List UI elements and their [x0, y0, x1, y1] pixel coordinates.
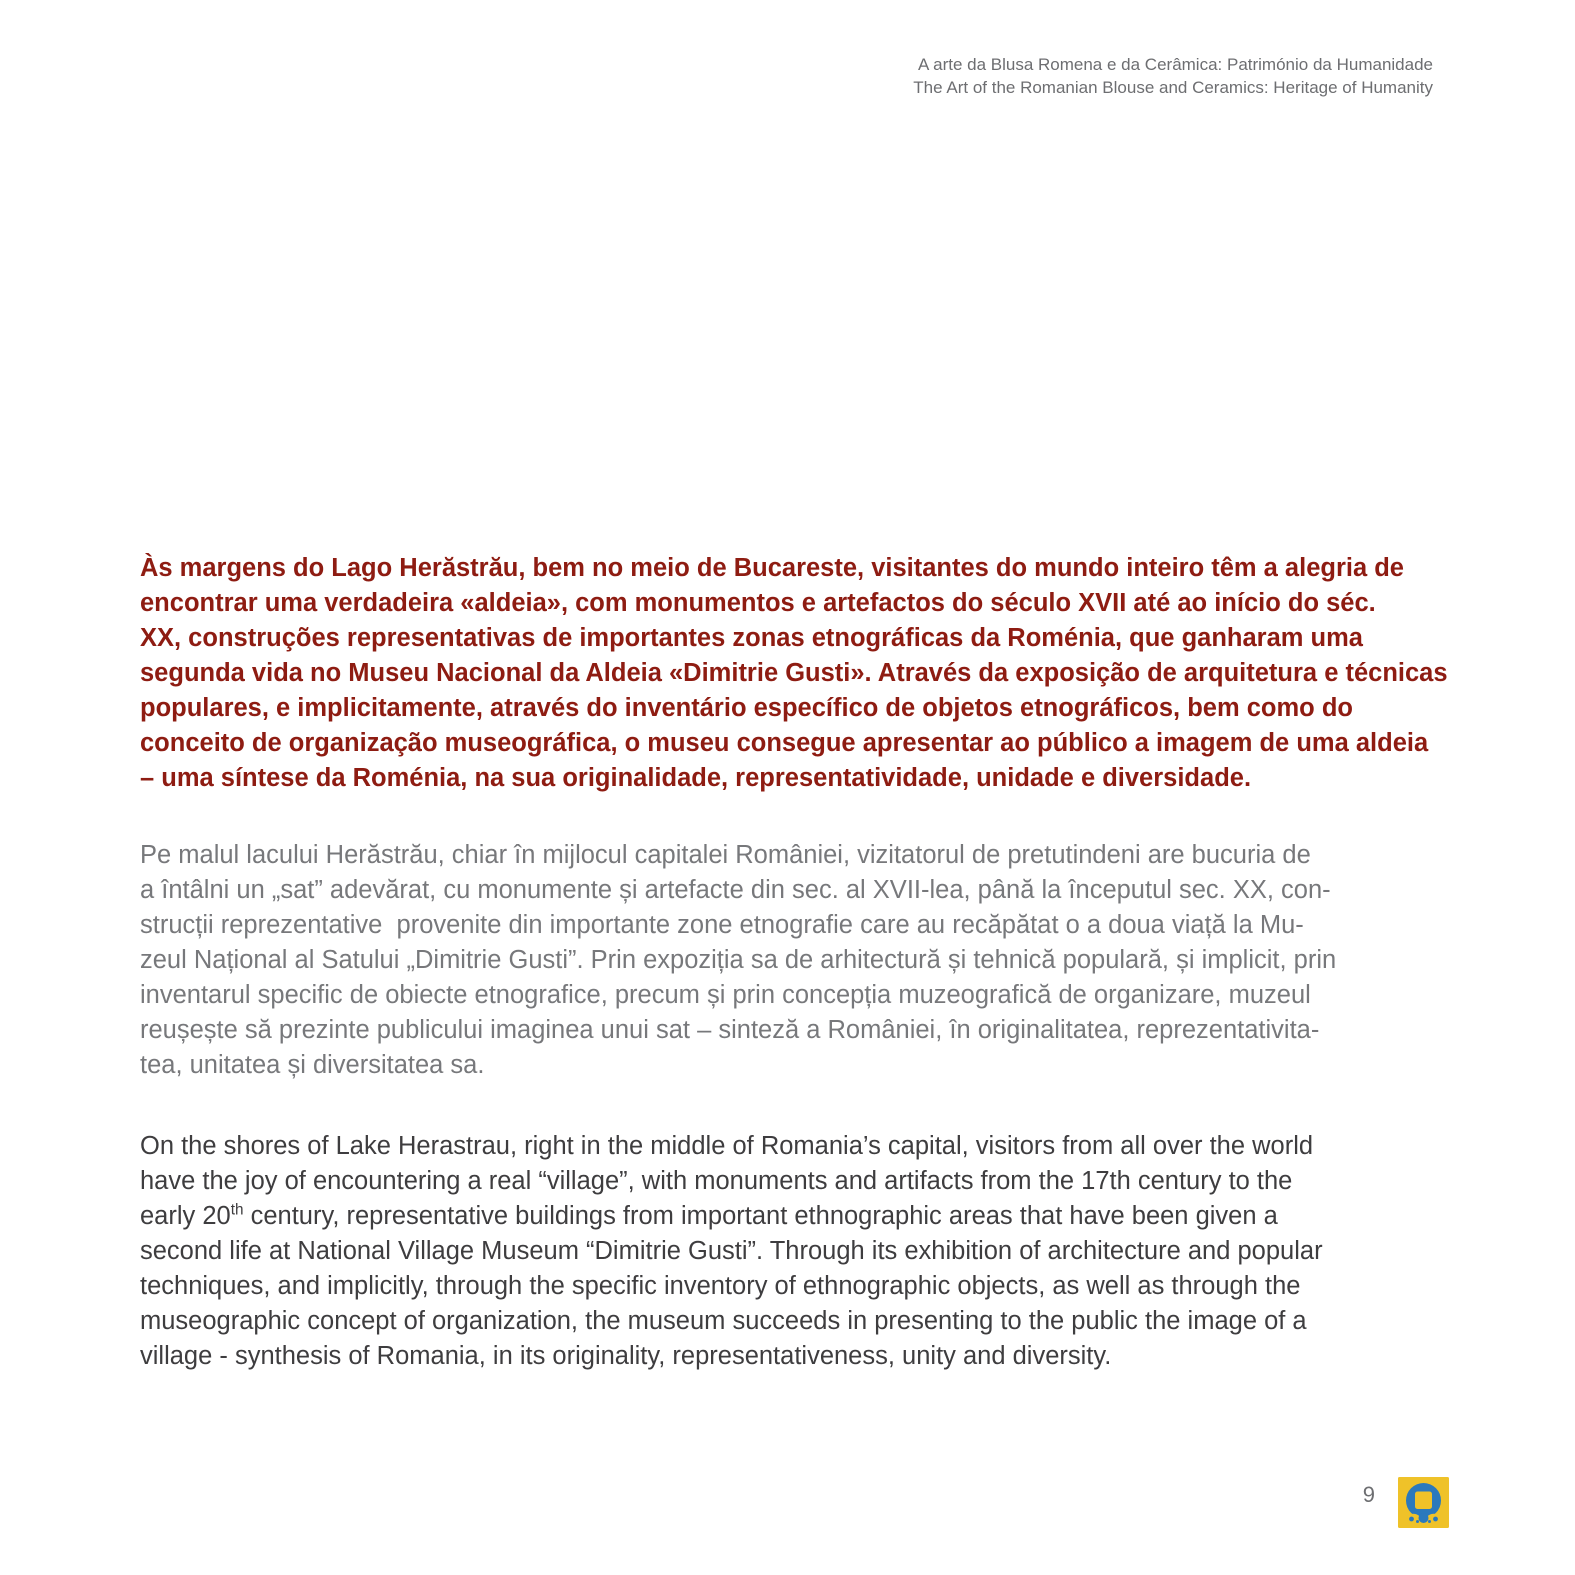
paragraph-portuguese [140, 551, 1448, 796]
superscript-ordinal: th [230, 1201, 244, 1219]
line-text-post: century, representative buildings from important ethnographic areas that have been given a [243, 1202, 1278, 1230]
paragraph-line: On the shores of Lake Herastrau, right in the middle of Romania’s capital, visitors from all over the world [140, 1132, 1314, 1160]
paragraph-line: Às margens do Lago Herăstrău, bem no meio de Bucareste, visitantes do mundo inteiro têm a alegria de [140, 554, 1404, 582]
paragraph-line: Pe malul lacului Herăstrău, chiar în mijlocul capitalei României, vizitatorul de pretutindeni are bucuria de [140, 841, 1311, 869]
paragraph-line: have the joy of encountering a real “village”, with monuments and artifacts from the 17th century to the [140, 1167, 1293, 1195]
page-header [913, 53, 1433, 99]
paragraph-line: museographic concept of organization, the museum succeeds in presenting to the public the image of a [140, 1307, 1307, 1335]
paragraph-romanian [140, 838, 1336, 1083]
paragraph-english [140, 1129, 1323, 1374]
paragraph-line: populares, e implicitamente, através do inventário específico de objetos etnográficos, bem como do [140, 694, 1353, 722]
village-museum-logo-icon [1398, 1477, 1449, 1528]
paragraph-line: conceito de organização museográfica, o museu consegue apresentar ao público a imagem de uma aldeia [140, 729, 1429, 757]
paragraph-line: a întâlni un „sat” adevărat, cu monumente și artefacte din sec. al XVII-lea, până la începutul sec. XX, con- [140, 876, 1331, 904]
paragraph-line: reușește să prezinte publicului imaginea unui sat – sinteză a României, în originalitatea, reprezentativita- [140, 1016, 1320, 1044]
paragraph-line: inventarul specific de obiecte etnografice, precum și prin concepția muzeografică de organizare, muzeul [140, 981, 1311, 1009]
paragraph-line: XX, construções representativas de importantes zonas etnográficas da Roménia, que ganharam uma [140, 624, 1363, 652]
line-text-pre: early 20 [140, 1202, 231, 1230]
paragraph-line: zeul Național al Satului „Dimitrie Gusti”. Prin expoziția sa de arhitectură și tehnică populară, și implicit, prin [140, 946, 1337, 974]
header-title-portuguese: A arte da Blusa Romena e da Cerâmica: Património da Humanidade [917, 55, 1433, 74]
paragraph-line: encontrar uma verdadeira «aldeia», com monumentos e artefactos do século XVII até ao início do séc. [140, 589, 1376, 617]
paragraph-line: second life at National Village Museum “Dimitrie Gusti”. Through its exhibition of architecture and popular [140, 1237, 1323, 1265]
header-title-english: The Art of the Romanian Blouse and Ceramics: Heritage of Humanity [913, 78, 1433, 97]
paragraph-line: – uma síntese da Roménia, na sua originalidade, representatividade, unidade e diversidade. [140, 764, 1252, 792]
paragraph-line: techniques, and implicitly, through the specific inventory of ethnographic objects, as well as through the [140, 1272, 1301, 1300]
paragraph-line [140, 1199, 1323, 1234]
paragraph-line: village - synthesis of Romania, in its originality, representativeness, unity and diversity. [140, 1342, 1112, 1370]
paragraph-line: strucții reprezentative provenite din importante zone etnografie care au recăpătat o a doua viață la Mu- [140, 911, 1304, 939]
paragraph-line: tea, unitatea și diversitatea sa. [140, 1051, 485, 1079]
paragraph-line: segunda vida no Museu Nacional da Aldeia «Dimitrie Gusti». Através da exposição de arquitetura e técnicas [140, 659, 1448, 687]
page-number: 9 [1362, 1482, 1375, 1507]
